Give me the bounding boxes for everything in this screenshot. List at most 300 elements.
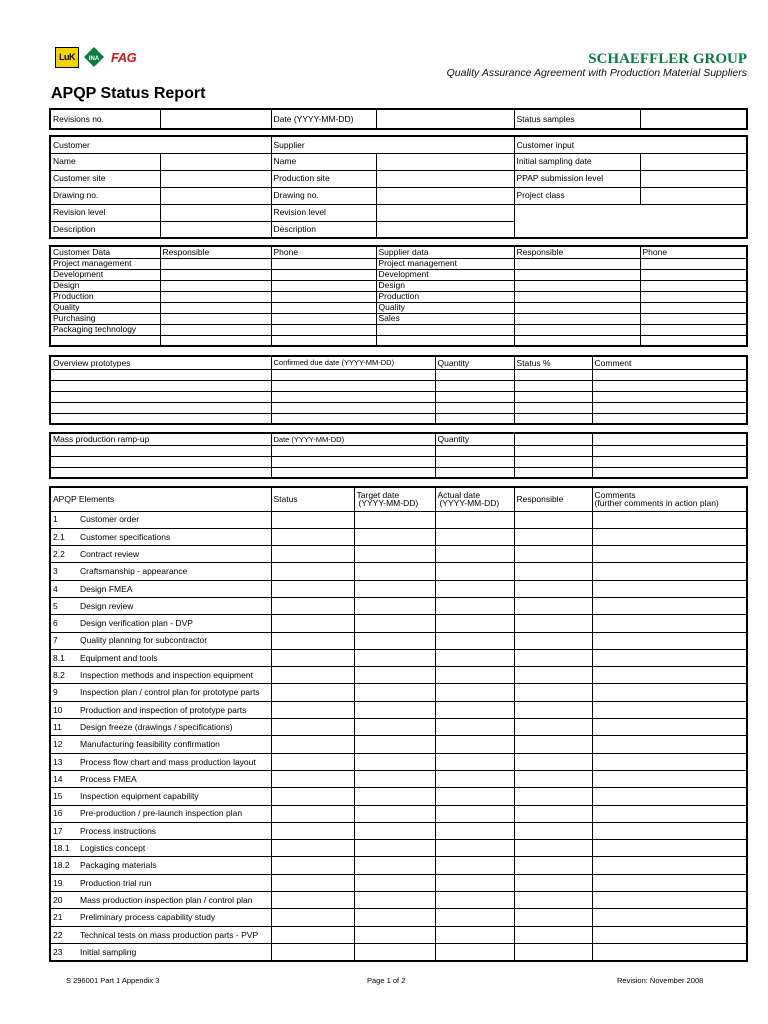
element-label: Inspection plan / control plan for prototype parts [76,684,271,701]
contact-cell[interactable] [640,269,747,280]
table-row [50,788,747,805]
element-comments-cell[interactable] [592,943,747,960]
element-target-date-cell[interactable] [354,753,435,770]
element-responsible-cell[interactable] [514,649,592,666]
svg-text:INA: INA [88,56,100,62]
element-target-date-cell[interactable] [354,805,435,822]
element-number: 7 [50,632,76,649]
element-actual-date-cell[interactable] [435,943,514,960]
element-responsible-cell[interactable] [514,684,592,701]
element-responsible-cell[interactable] [514,632,592,649]
proto-cell[interactable] [435,402,514,413]
footer-doc-ref: S 296001 Part 1 Appendix 3 [66,976,160,985]
contact-cell[interactable] [160,258,271,269]
element-actual-date-cell[interactable] [435,874,514,891]
contact-cell[interactable] [514,258,640,269]
contact-cell[interactable] [640,280,747,291]
contact-cell[interactable] [514,291,640,302]
element-responsible-cell[interactable] [514,788,592,805]
element-status-cell[interactable] [271,546,354,563]
customer-input-header: Customer input [514,136,747,153]
element-comments-cell[interactable] [592,511,747,528]
brand-name: SCHAEFFLER GROUP [588,51,747,67]
element-target-date-cell[interactable] [354,649,435,666]
customer-site-label: Customer site [50,170,160,187]
element-target-date-cell[interactable] [354,736,435,753]
rampup-cell[interactable] [50,445,271,456]
element-comments-cell[interactable] [592,909,747,926]
contact-cell[interactable] [271,280,376,291]
element-target-date-cell[interactable] [354,580,435,597]
supplier-description-field[interactable] [376,221,514,238]
element-label: Production and inspection of prototype parts [76,701,271,718]
element-number: 3 [50,563,76,580]
rampup-cell[interactable] [592,467,747,478]
supplier-drawing-field[interactable] [376,187,514,204]
proto-cell[interactable] [435,369,514,380]
contact-cell[interactable] [640,302,747,313]
element-actual-date-cell[interactable] [435,840,514,857]
element-actual-date-cell[interactable] [435,770,514,787]
supplier-revision-field[interactable] [376,204,514,221]
element-status-cell[interactable] [271,926,354,943]
element-actual-date-cell[interactable] [435,926,514,943]
element-target-date-cell[interactable] [354,822,435,839]
proto-cell[interactable] [592,369,747,380]
element-actual-date-cell[interactable] [435,788,514,805]
element-comments-cell[interactable] [592,649,747,666]
contact-cell[interactable] [271,258,376,269]
element-target-date-cell[interactable] [354,684,435,701]
supplier-name-label: Name [271,153,376,170]
proto-cell[interactable] [50,413,271,424]
element-responsible-cell[interactable] [514,909,592,926]
contact-cell[interactable] [50,335,160,346]
customer-header: Customer [50,136,271,153]
element-status-cell[interactable] [271,649,354,666]
element-status-cell[interactable] [271,770,354,787]
rampup-cell[interactable] [271,456,435,467]
element-actual-date-cell[interactable] [435,580,514,597]
customer-description-field[interactable] [160,221,271,238]
project-class-label: Project class [514,187,640,204]
element-target-date-cell[interactable] [354,632,435,649]
table-row [50,926,747,943]
supplier-responsible-header: Responsible [514,246,640,258]
element-target-date-cell[interactable] [354,788,435,805]
contact-cell[interactable] [160,291,271,302]
element-responsible-cell[interactable] [514,546,592,563]
element-actual-date-cell[interactable] [435,563,514,580]
production-site-label: Production site [271,170,376,187]
element-comments-cell[interactable] [592,926,747,943]
element-comments-cell[interactable] [592,546,747,563]
element-responsible-cell[interactable] [514,719,592,736]
element-label: Logistics concept [76,840,271,857]
contact-cell[interactable] [514,269,640,280]
element-target-date-cell[interactable] [354,546,435,563]
proto-cell[interactable] [271,391,435,402]
element-target-date-cell[interactable] [354,615,435,632]
element-responsible-cell[interactable] [514,597,592,614]
element-actual-date-cell[interactable] [435,857,514,874]
element-status-cell[interactable] [271,597,354,614]
proto-cell[interactable] [271,380,435,391]
element-comments-cell[interactable] [592,788,747,805]
contact-cell[interactable] [376,324,514,335]
element-comments-cell[interactable] [592,840,747,857]
element-comments-cell[interactable] [592,719,747,736]
element-responsible-cell[interactable] [514,770,592,787]
table-row [50,701,747,718]
element-label: Customer specifications [76,528,271,545]
production-site-field[interactable] [376,170,514,187]
table-row [50,770,747,787]
element-actual-date-cell[interactable] [435,753,514,770]
element-actual-date-cell[interactable] [435,684,514,701]
customer-name-field[interactable] [160,153,271,170]
element-number: 22 [50,926,76,943]
element-target-date-cell[interactable] [354,770,435,787]
supplier-name-field[interactable] [376,153,514,170]
element-status-cell[interactable] [271,615,354,632]
contact-cell[interactable] [640,313,747,324]
initial-sampling-label: Initial sampling date [514,153,640,170]
element-number: 13 [50,753,76,770]
element-target-date-cell[interactable] [354,719,435,736]
brand-subtitle: Quality Assurance Agreement with Production Material Suppliers [446,67,747,79]
element-actual-date-cell[interactable] [435,511,514,528]
contact-cell[interactable] [640,291,747,302]
proto-cell[interactable] [271,413,435,424]
table-row [50,943,747,960]
contact-cell[interactable] [514,313,640,324]
element-actual-date-cell[interactable] [435,667,514,684]
rampup-cell[interactable] [592,456,747,467]
supplier-header: Supplier [271,136,514,153]
element-responsible-cell[interactable] [514,563,592,580]
contact-cell[interactable] [271,302,376,313]
contact-cell[interactable] [160,313,271,324]
contact-cell[interactable] [514,280,640,291]
contact-cell[interactable] [640,258,747,269]
element-status-cell[interactable] [271,909,354,926]
element-comments-cell[interactable] [592,857,747,874]
element-number: 12 [50,736,76,753]
proto-cell[interactable] [271,402,435,413]
element-comments-cell[interactable] [592,580,747,597]
element-status-cell[interactable] [271,753,354,770]
element-number: 20 [50,892,76,909]
element-label: Quality planning for subcontractor [76,632,271,649]
element-actual-date-cell[interactable] [435,615,514,632]
rampup-cell[interactable] [271,467,435,478]
element-comments-cell[interactable] [592,667,747,684]
proto-cell[interactable] [50,391,271,402]
element-responsible-cell[interactable] [514,701,592,718]
element-status-cell[interactable] [271,632,354,649]
element-target-date-cell[interactable] [354,926,435,943]
element-responsible-cell[interactable] [514,667,592,684]
table-row [50,736,747,753]
contact-cell[interactable] [640,335,747,346]
element-responsible-cell[interactable] [514,753,592,770]
contact-cell[interactable] [160,280,271,291]
element-status-cell[interactable] [271,840,354,857]
contact-role: Project management [376,258,514,269]
rampup-cell[interactable] [514,456,592,467]
customer-drawing-label: Drawing no. [50,187,160,204]
contact-role: Packaging technology [50,324,160,335]
ppap-level-field[interactable] [640,170,747,187]
logo-group [55,44,136,70]
element-target-date-cell[interactable] [354,874,435,891]
proto-cell[interactable] [50,402,271,413]
element-number: 23 [50,943,76,960]
element-responsible-cell[interactable] [514,736,592,753]
element-actual-date-cell[interactable] [435,892,514,909]
proto-cell[interactable] [435,380,514,391]
element-label: Preliminary process capability study [76,909,271,926]
proto-cell[interactable] [271,369,435,380]
element-number: 21 [50,909,76,926]
supplier-drawing-label: Drawing no. [271,187,376,204]
proto-cell[interactable] [592,391,747,402]
rampup-cell[interactable] [592,433,747,445]
revisions-label: Revisions no. [50,109,160,129]
rampup-cell[interactable] [271,445,435,456]
element-status-cell[interactable] [271,822,354,839]
element-actual-date-cell[interactable] [435,597,514,614]
element-responsible-cell[interactable] [514,840,592,857]
element-status-cell[interactable] [271,805,354,822]
proto-cell[interactable] [514,413,592,424]
proto-cell[interactable] [514,369,592,380]
element-status-cell[interactable] [271,874,354,891]
contact-cell[interactable] [271,324,376,335]
element-responsible-cell[interactable] [514,822,592,839]
element-target-date-cell[interactable] [354,667,435,684]
contact-cell[interactable] [160,269,271,280]
revisions-field[interactable] [160,109,271,129]
element-responsible-cell[interactable] [514,580,592,597]
element-actual-date-cell[interactable] [435,822,514,839]
contact-cell[interactable] [160,335,271,346]
element-status-cell[interactable] [271,580,354,597]
proto-cell[interactable] [50,369,271,380]
date-label: Date (YYYY-MM-DD) [271,109,376,129]
element-comments-cell[interactable] [592,684,747,701]
element-target-date-cell[interactable] [354,563,435,580]
date-field[interactable] [376,109,514,129]
element-comments-cell[interactable] [592,874,747,891]
rampup-cell[interactable] [50,456,271,467]
element-label: Design freeze (drawings / specifications) [76,719,271,736]
ppap-level-label: PPAP submission level [514,170,640,187]
element-actual-date-cell[interactable] [435,736,514,753]
element-label: Contract review [76,546,271,563]
customer-input-blank[interactable] [514,204,747,238]
table-row [50,874,747,891]
element-number: 17 [50,822,76,839]
element-responsible-cell[interactable] [514,615,592,632]
element-label: Inspection methods and inspection equipment [76,667,271,684]
contact-cell[interactable] [271,269,376,280]
table-row [50,840,747,857]
element-comments-cell[interactable] [592,563,747,580]
table-row [50,805,747,822]
element-comments-cell[interactable] [592,615,747,632]
contacts-table [49,245,748,347]
element-target-date-cell[interactable] [354,909,435,926]
element-responsible-cell[interactable] [514,857,592,874]
proto-cell[interactable] [514,402,592,413]
element-target-date-cell[interactable] [354,840,435,857]
proto-cell[interactable] [435,391,514,402]
element-actual-date-cell[interactable] [435,719,514,736]
project-class-field[interactable] [640,187,747,204]
element-status-cell[interactable] [271,719,354,736]
element-target-date-cell[interactable] [354,701,435,718]
element-status-cell[interactable] [271,943,354,960]
contact-cell[interactable] [160,324,271,335]
element-actual-date-cell[interactable] [435,909,514,926]
element-label: Process FMEA [76,770,271,787]
table-row [50,684,747,701]
element-responsible-cell[interactable] [514,892,592,909]
supplier-data-header: Supplier data [376,246,514,258]
contact-cell[interactable] [271,313,376,324]
proto-cell[interactable] [435,413,514,424]
status-percent-header: Status % [514,356,592,369]
proto-cell[interactable] [592,413,747,424]
element-status-cell[interactable] [271,892,354,909]
element-comments-cell[interactable] [592,770,747,787]
element-responsible-cell[interactable] [514,943,592,960]
customer-site-field[interactable] [160,170,271,187]
table-row [50,857,747,874]
contact-cell[interactable] [271,335,376,346]
contact-role: Design [376,280,514,291]
contact-cell[interactable] [271,291,376,302]
element-responsible-cell[interactable] [514,874,592,891]
footer-revision: Revision: November 2008 [617,976,704,985]
element-comments-cell[interactable] [592,822,747,839]
element-number: 16 [50,805,76,822]
contact-cell[interactable] [160,302,271,313]
element-status-cell[interactable] [271,684,354,701]
element-status-cell[interactable] [271,857,354,874]
initial-sampling-field[interactable] [640,153,747,170]
element-target-date-cell[interactable] [354,892,435,909]
element-actual-date-cell[interactable] [435,528,514,545]
element-target-date-cell[interactable] [354,511,435,528]
contact-role: Development [50,269,160,280]
element-comments-cell[interactable] [592,753,747,770]
element-label: Manufacturing feasibility confirmation [76,736,271,753]
element-status-cell[interactable] [271,563,354,580]
element-comments-cell[interactable] [592,632,747,649]
table-row [50,719,747,736]
contact-role: Quality [50,302,160,313]
rampup-cell[interactable] [514,445,592,456]
proto-cell[interactable] [592,402,747,413]
ina-logo-icon [83,46,105,68]
contact-cell[interactable] [640,324,747,335]
rampup-cell[interactable] [435,445,514,456]
proto-cell[interactable] [50,380,271,391]
element-target-date-cell[interactable] [354,857,435,874]
status-samples-field[interactable] [640,109,747,129]
element-number: 8.2 [50,667,76,684]
table-row [50,511,747,528]
status-samples-label: Status samples [514,109,640,129]
contact-cell[interactable] [376,335,514,346]
contact-cell[interactable] [514,335,640,346]
element-comments-cell[interactable] [592,597,747,614]
element-status-cell[interactable] [271,736,354,753]
rampup-cell[interactable] [50,467,271,478]
supplier-description-label: Description [271,221,376,238]
element-status-cell[interactable] [271,701,354,718]
element-status-cell[interactable] [271,788,354,805]
element-status-cell[interactable] [271,511,354,528]
rampup-cell[interactable] [514,467,592,478]
element-actual-date-cell[interactable] [435,632,514,649]
element-label: Customer order [76,511,271,528]
element-comments-cell[interactable] [592,701,747,718]
element-number: 18.1 [50,840,76,857]
table-row [50,563,747,580]
contact-cell[interactable] [514,302,640,313]
element-comments-cell[interactable] [592,892,747,909]
element-responsible-cell[interactable] [514,528,592,545]
element-responsible-cell[interactable] [514,511,592,528]
supplier-revision-label: Revision level [271,204,376,221]
element-actual-date-cell[interactable] [435,649,514,666]
element-actual-date-cell[interactable] [435,701,514,718]
rampup-cell[interactable] [592,445,747,456]
contact-cell[interactable] [514,324,640,335]
fag-logo: FAG [111,49,137,65]
rampup-cell[interactable] [435,456,514,467]
element-comments-cell[interactable] [592,528,747,545]
element-responsible-cell[interactable] [514,926,592,943]
element-number: 10 [50,701,76,718]
element-target-date-cell[interactable] [354,943,435,960]
proto-cell[interactable] [514,391,592,402]
element-status-cell[interactable] [271,528,354,545]
rampup-header: Mass production ramp-up [50,433,271,445]
rampup-date-header: Date (YYYY-MM-DD) [271,433,435,445]
proto-cell[interactable] [514,380,592,391]
element-target-date-cell[interactable] [354,597,435,614]
rampup-cell[interactable] [435,467,514,478]
element-label: Initial sampling [76,943,271,960]
element-actual-date-cell[interactable] [435,805,514,822]
customer-revision-field[interactable] [160,204,271,221]
target-date-header: Target date (YYYY-MM-DD) [354,487,435,511]
element-actual-date-cell[interactable] [435,546,514,563]
element-target-date-cell[interactable] [354,528,435,545]
element-responsible-cell[interactable] [514,805,592,822]
element-status-cell[interactable] [271,667,354,684]
element-comments-cell[interactable] [592,805,747,822]
element-comments-cell[interactable] [592,736,747,753]
customer-drawing-field[interactable] [160,187,271,204]
rampup-cell[interactable] [514,433,592,445]
proto-cell[interactable] [592,380,747,391]
